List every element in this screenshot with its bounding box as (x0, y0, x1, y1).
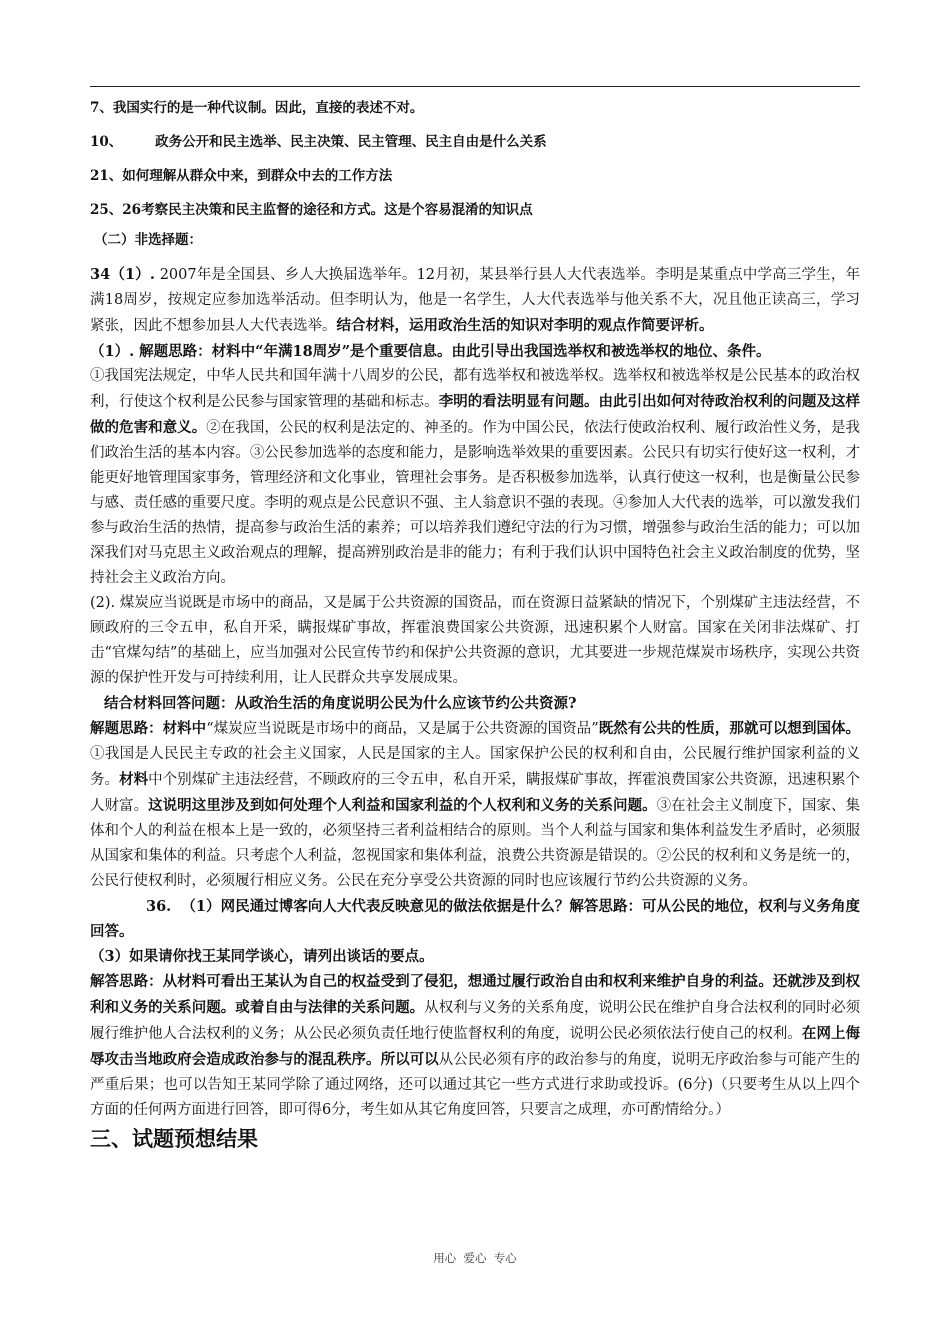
q36-answer-2: 从公民必须有序的政治参与的角度，说明无序政治参与可能产生的严重后果；也可以告知王某同学除了通过网络，还可以通过其它一些方式进行求助或投诉。(6分)（只要考生从以上四个方面的任何两方面进行回答，即可得6分，考生如从其它角度回答，只要言之成理，亦可酌情给分。） (90, 1052, 861, 1118)
q34-number: 34（1）. (90, 266, 155, 283)
q34-2-answer-bold: 这说明这里涉及到如何处理个人利益和国家利益的个人权利和义务的关系问题。 (148, 797, 657, 814)
q34-2-answer-material-label: 材料 (119, 771, 149, 788)
q34-2-material: (2). 煤炭应当说既是市场中的商品，又是属于公共资源的国资品，而在资源日益紧缺的情况下，个别煤矿主违法经营，不顾政府的三令五申，私自开采，瞒报煤矿事故，挥霍浪费国家公共资源，迅速积累个人财富。国家在关闭非法煤矿、打击“官煤勾结”的基础上，应当加强对公民宣传节约和保护公共资源的意识，尤其要进一步规范煤炭市场秩序，实现公共资源的保护性开发与可持续利用，让人民群众共享发展成果。 (90, 595, 860, 686)
q34-material: 2007年是全国县、乡人大换届选举年。12月初，某县举行县人大代表选举。李明是某重点中学高三学生，年满18周岁，按规定应参加选举活动。但李明认为，他是一名学生，人大代表选举与他关系不大，况且他正读高三，学习紧张，因此不想参加县人大代表选举。 (90, 267, 860, 334)
item-7: 7、我国实行的是一种代议制。因此，直接的表述不对。 (90, 100, 424, 116)
q34-answer-1-bold: 李明的看法明显有问题。由此引出如何对待政治权利的问题及这样做的危害和意义。 (90, 393, 861, 436)
q36-answer (90, 969, 860, 1123)
q36-answer-bold: 在网上侮辱攻击当地政府会造成政治参与的混乱秩序。所以可以 (90, 1025, 861, 1068)
q34-paragraph (90, 262, 860, 339)
q34-2-idea-rest: 既然有公共的性质，那就可以想到国体。 (598, 720, 861, 737)
q34-answer (90, 364, 860, 591)
q34-2-idea (90, 716, 860, 894)
header-rule (90, 86, 860, 87)
subsection-title: （二）非选择题： (94, 232, 202, 248)
q36-answer-1: 从权利与义务的关系角度，说明公民在维护自身合法权利的同时必须履行维护他人合法权利的义务；从公民必须负责任地行使监督权利的角度，说明公民必须依法行使自己的权利。 (90, 1000, 861, 1042)
q34-2-answer-material: 中个别煤矿主违法经营，不顾政府的三令五申，私自开采，瞒报煤矿事故，挥霍浪费国家公共资源，迅速积累个人财富。 (90, 772, 861, 814)
item-10: 10、 政务公开和民主选举、民主决策、民主管理、民主自由是什么关系 (90, 134, 547, 150)
item-21: 21、如何理解从群众中来，到群众中去的工作方法 (90, 168, 393, 184)
q36-question-1: 36. （1）网民通过博客向人大代表反映意见的做法依据是什么？解答思路：可从公民的地位，权利与义务角度回答。 (90, 898, 860, 940)
q34-answer-1: ①我国宪法规定，中华人民共和国年满十八周岁的公民，都有选举权和被选举权。选举权和被选举权是公民基本的政治权利，行使这个权利是公民参与国家管理的基础和标志。 (90, 368, 860, 410)
q34-2-answer-2: ③在社会主义制度下，国家、集体和个人的利益在根本上是一致的，必须坚持三者利益相结合的原则。当个人利益与国家和集体利益发生矛盾时，必须服从国家和集体的利益。只考虑个人利益，忽视国家和集体利益，浪费公共资源是错误的。②公民的权利和义务是统一的，公民行使权利时，必须履行相应义务。公民在充分享受公共资源的同时也应该履行节约公共资源的义务。 (90, 798, 861, 889)
q36-question-3: （3）如果请你找王某同学谈心，请列出谈话的要点。 (90, 948, 434, 965)
q34-idea: （1）. 解题思路：材料中“年满18周岁”是个重要信息。由此引导出我国选举权和被选举权的地位、条件。 (90, 343, 771, 360)
item-25: 25、26考察民主决策和民主监督的途径和方式。这是个容易混淆的知识点 (90, 202, 533, 218)
q36-idea: 解答思路：从材料可看出王某认为自己的权益受到了侵犯，想通过履行政治自由和权利来维护自身的利益。还就涉及到权利和义务的关系问题。或着自由与法律的关系问题。 (90, 973, 860, 1016)
q34-2-question: 结合材料回答问题：从政治生活的角度说明公民为什么应该节约公共资源? (104, 695, 577, 712)
section-3-title: 三、试题预想结果 (90, 1126, 258, 1151)
q34-answer-2: ②在我国，公民的权利是法定的、神圣的。作为中国公民，依法行使政治权利、履行政治性义务，是我们政治生活的基本内容。③公民参加选举的态度和能力，是影响选举效果的重要因素。公民只有切实行使好这一权利，才能更好地管理国家事务，管理经济和文化事业，管理社会事务。是否积极参加选举，认真行使这一权利，也是衡量公民参与感、责任感的重要尺度。李明的观点是公民意识不强、主人翁意识不强的表现。④参加人大代表的选举，可以激发我们参与政治生活的热情，提高参与政治生活的素养；可以培养我们遵纪守法的行为习惯，增强参与政治生活的能力；可以加深我们对马克思主义政治观点的理解，提高辨别政治是非的能力；有利于我们认识中国特色社会主义政治制度的优势，坚持社会主义政治方向。 (90, 420, 860, 586)
q34-question: 结合材料，运用政治生活的知识对李明的观点作简要评析。 (336, 317, 714, 334)
page-footer: 用心 爱心 专心 (433, 1251, 517, 1265)
q34-2-idea-label: 解题思路：材料中 (90, 720, 207, 737)
q34-2-answer-1: ①我国是人民民主专政的社会主义国家，人民是国家的主人。国家保护公民的权利和自由，公民履行维护国家利益的义务。 (90, 746, 860, 788)
document-body (90, 98, 860, 1153)
q34-2-idea-quote: “煤炭应当说既是市场中的商品，又是属于公共资源的国资品” (206, 721, 599, 737)
